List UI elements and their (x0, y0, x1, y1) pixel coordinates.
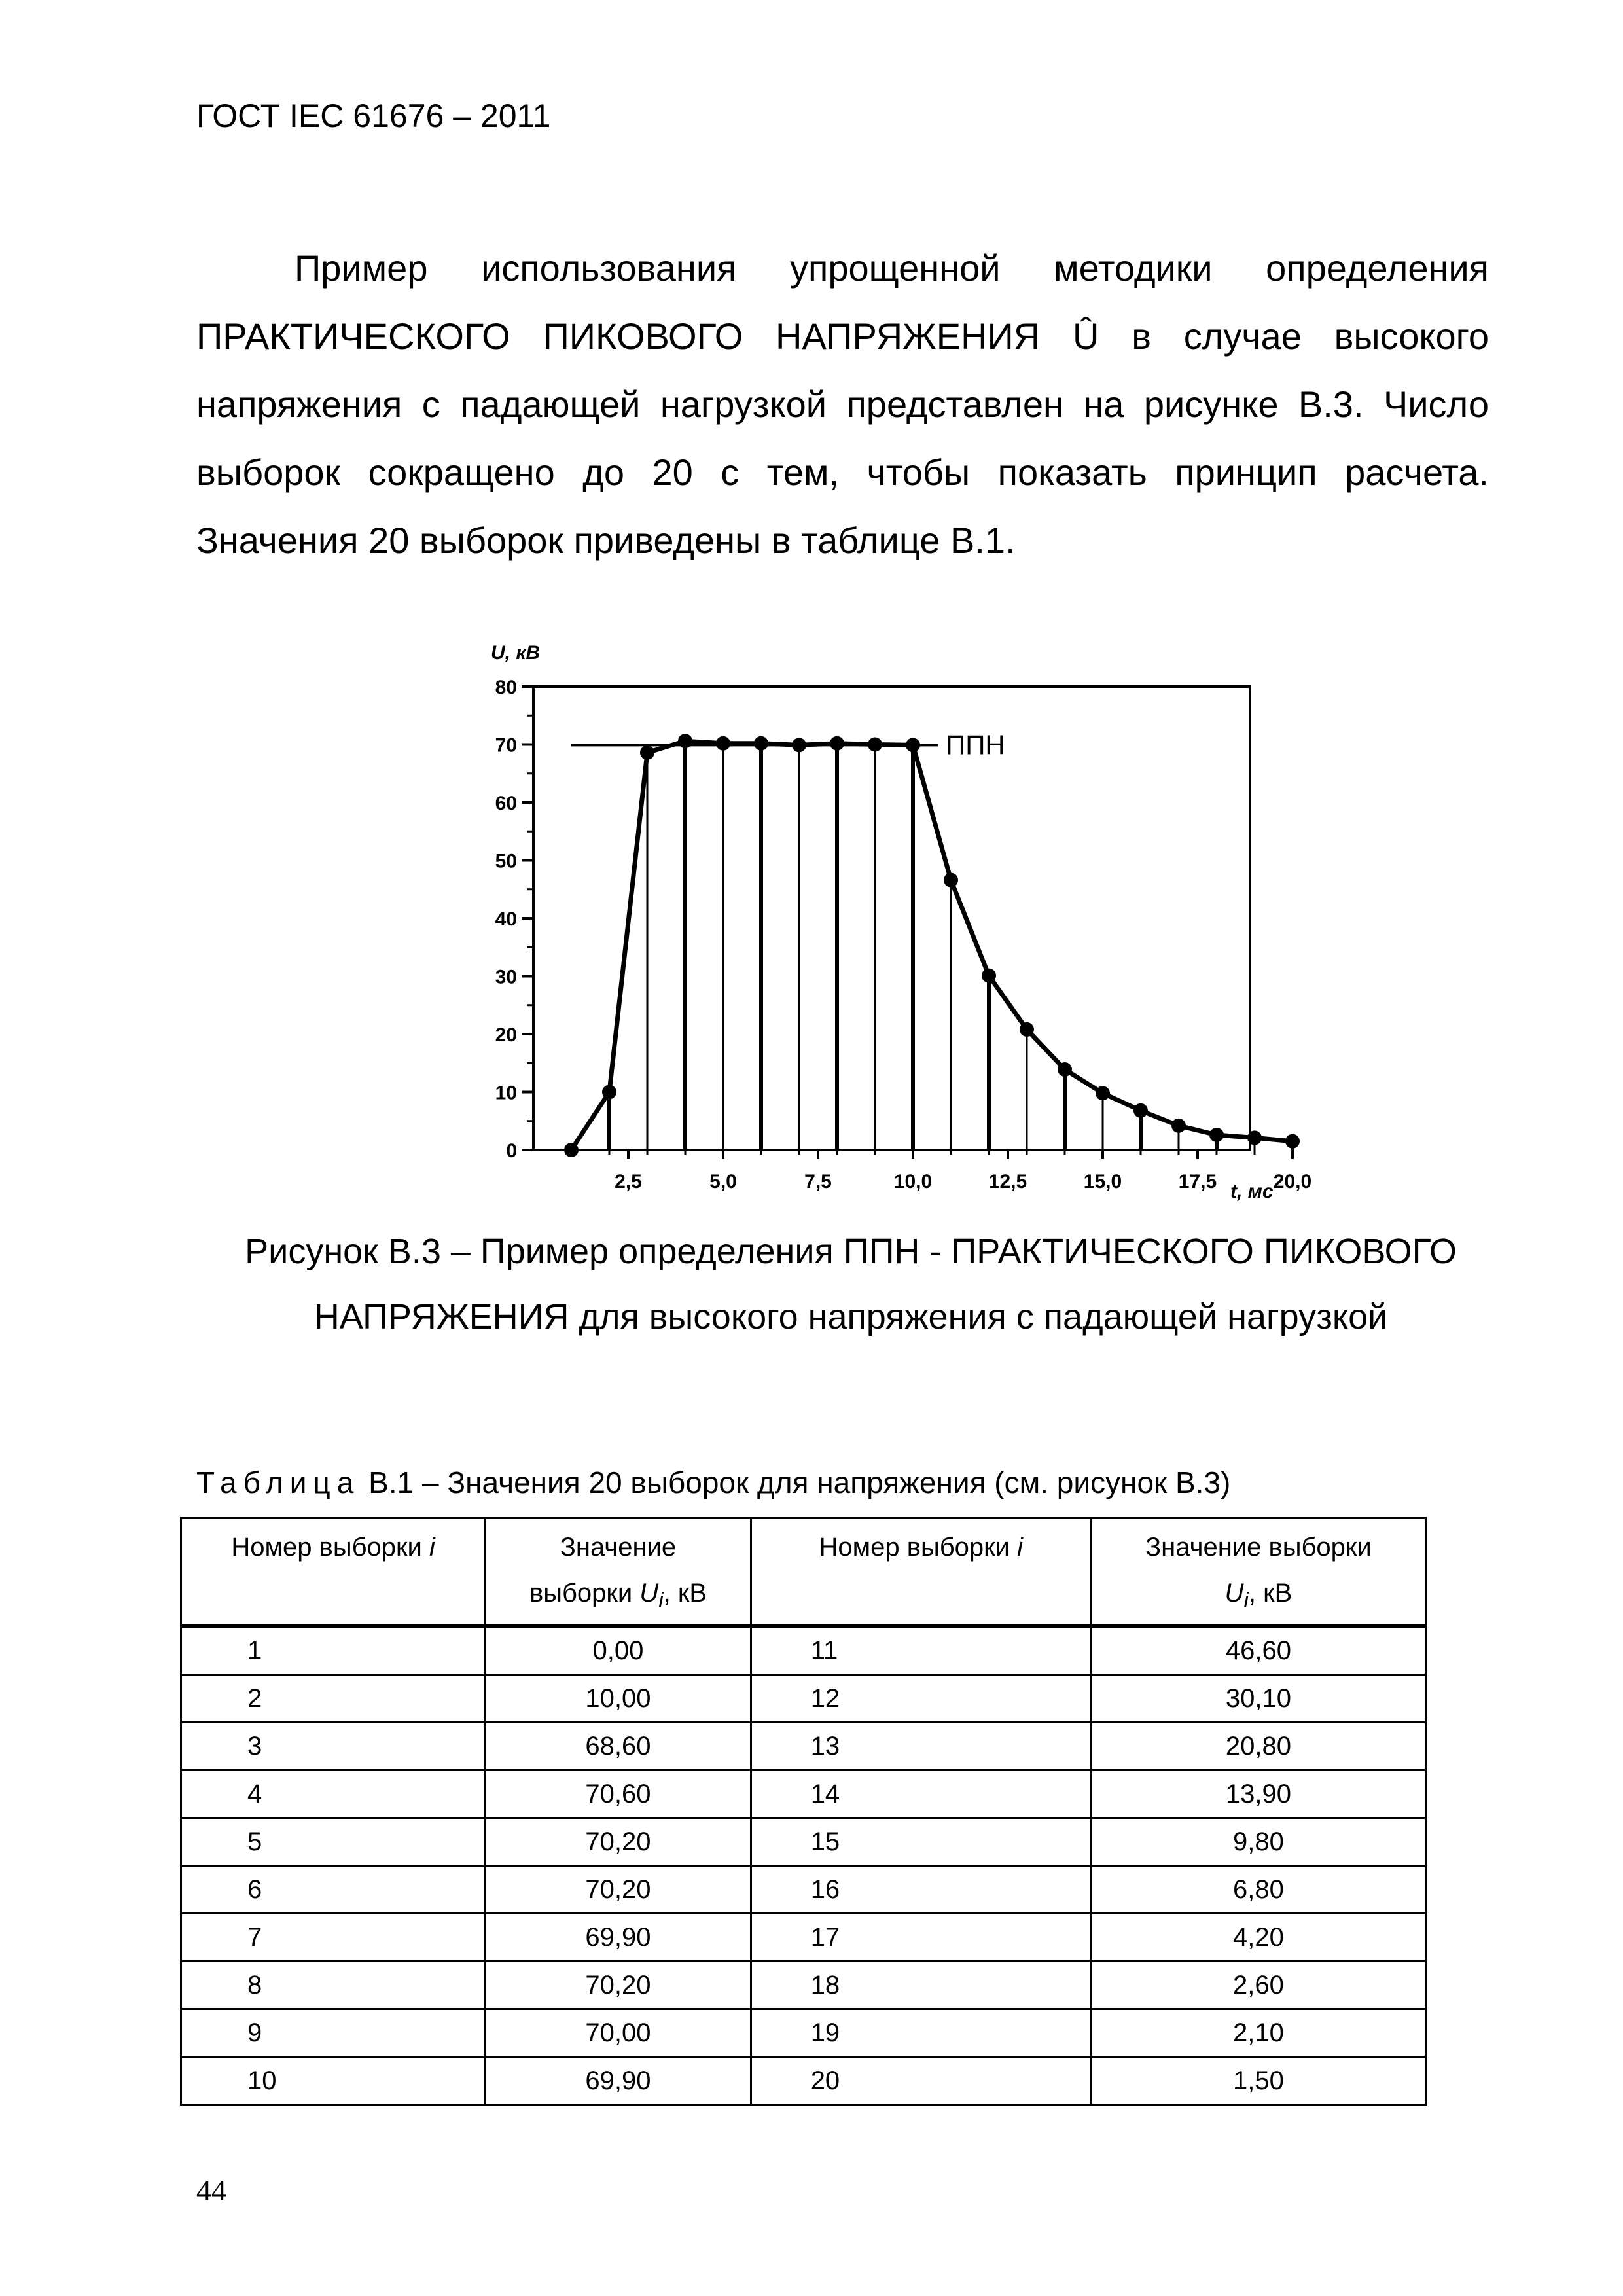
sample-number-cell: 10 (181, 2057, 486, 2105)
header-sample-number-2: Номер выборки i (751, 1518, 1091, 1626)
header-sample-number-1: Номер выборки i (181, 1518, 486, 1626)
table-header-row (181, 1518, 1426, 1626)
table-row (181, 1866, 1426, 1914)
intro-text: Пример использования упрощенной методики определения ПРАКТИЧЕСКОГО ПИКОВОГО НАПРЯЖЕНИЯ Û в случае высокого напряжения с падающей нагрузкой представлен на рисунке В.3. Число выборок сокращено до 20 с тем, чтобы показать принцип расчета. Значения 20 выборок приведены в таблице В.1. (196, 247, 1489, 561)
sample-number-cell: 7 (181, 1914, 486, 1962)
y-tick-label: 60 (495, 793, 517, 814)
sample-value-cell: 10,00 (486, 1675, 751, 1723)
sample-point (1133, 1103, 1148, 1118)
table-row (181, 1962, 1426, 2009)
sample-value-cell: 9,80 (1091, 1818, 1425, 1866)
header-sample-value-2: Значение выборки $U_i$, кВ (1091, 1518, 1425, 1626)
table-caption (196, 1465, 1230, 1500)
y-tick-label: 30 (495, 966, 517, 988)
x-axis-label: t, мс (1230, 1181, 1274, 1202)
y-tick-label: 10 (495, 1082, 517, 1104)
sample-point (1020, 1022, 1034, 1037)
sample-value-cell: 70,20 (486, 1818, 751, 1866)
header-sample-value-1: Значение выборки $U_i$, кВ (486, 1518, 751, 1626)
x-tick-label: 15,0 (1083, 1171, 1122, 1193)
sample-point (640, 745, 654, 760)
sample-value-cell: 68,60 (486, 1723, 751, 1770)
table-row (181, 1914, 1426, 1962)
sample-number-cell: 15 (751, 1818, 1091, 1866)
sample-number-cell: 14 (751, 1770, 1091, 1818)
sample-point (754, 736, 768, 751)
sample-point (716, 736, 730, 751)
plot-frame (533, 687, 1250, 1150)
sample-point (564, 1143, 579, 1157)
sample-number-cell: 5 (181, 1818, 486, 1866)
figure-caption: Рисунок В.3 – Пример определения ППН - ПРАКТИЧЕСКОГО ПИКОВОГО НАПРЯЖЕНИЯ для высокого напряжения с падающей нагрузкой (245, 1232, 1457, 1336)
sample-value-cell: 46,60 (1091, 1626, 1425, 1675)
x-tick-label: 2,5 (615, 1171, 642, 1193)
table-row (181, 1818, 1426, 1866)
sample-number-cell: 12 (751, 1675, 1091, 1723)
sample-number-cell: 13 (751, 1723, 1091, 1770)
sample-point (830, 736, 844, 751)
sample-value-cell: 4,20 (1091, 1914, 1425, 1962)
sample-value-cell: 69,90 (486, 1914, 751, 1962)
sample-number-cell: 6 (181, 1866, 486, 1914)
sample-value-cell: 2,60 (1091, 1962, 1425, 2009)
sample-point (1096, 1086, 1110, 1100)
sample-number-cell: 2 (181, 1675, 486, 1723)
sample-value-cell: 69,90 (486, 2057, 751, 2105)
sample-value-cell: 2,10 (1091, 2009, 1425, 2057)
y-tick-label: 80 (495, 677, 517, 698)
table-row (181, 2009, 1426, 2057)
y-tick-label: 20 (495, 1024, 517, 1046)
sample-value-cell: 70,60 (486, 1770, 751, 1818)
sample-point (1285, 1134, 1300, 1149)
document-header: ГОСТ IEC 61676 – 2011 (196, 98, 551, 134)
sample-point (1058, 1062, 1072, 1077)
sample-number-cell: 8 (181, 1962, 486, 2009)
y-tick-label: 40 (495, 908, 517, 930)
sample-value-cell: 70,00 (486, 2009, 751, 2057)
x-tick-label: 7,5 (804, 1171, 832, 1193)
table-caption-text: В.1 – Значения 20 выборок для напряжения (см. рисунок В.3) (360, 1465, 1231, 1499)
sample-number-cell: 20 (751, 2057, 1091, 2105)
table-row (181, 2057, 1426, 2105)
sample-point (944, 873, 958, 888)
y-axis-label: U, кВ (491, 642, 541, 664)
sample-value-cell: 30,10 (1091, 1675, 1425, 1723)
ppn-label: ППН (946, 729, 1005, 761)
sample-value-cell: 0,00 (486, 1626, 751, 1675)
sample-number-cell: 11 (751, 1626, 1091, 1675)
page-number: 44 (196, 2174, 226, 2207)
table-row (181, 1770, 1426, 1818)
sample-number-cell: 17 (751, 1914, 1091, 1962)
sample-value-cell: 70,20 (486, 1962, 751, 2009)
sample-point (1247, 1130, 1262, 1145)
y-tick-label: 0 (506, 1140, 517, 1162)
sample-number-cell: 1 (181, 1626, 486, 1675)
sample-value-cell: 6,80 (1091, 1866, 1425, 1914)
sample-point (602, 1085, 616, 1100)
sample-number-cell: 16 (751, 1866, 1091, 1914)
sample-point (1209, 1128, 1224, 1142)
sample-number-cell: 9 (181, 2009, 486, 2057)
y-tick-label: 70 (495, 734, 517, 757)
sample-point (1171, 1119, 1186, 1133)
y-tick-label: 50 (495, 850, 517, 872)
x-tick-label: 12,5 (988, 1171, 1027, 1193)
sample-number-cell: 19 (751, 2009, 1091, 2057)
samples-table (180, 1517, 1427, 2106)
sample-number-cell: 4 (181, 1770, 486, 1818)
table-row (181, 1675, 1426, 1723)
x-tick-label: 5,0 (709, 1171, 737, 1193)
sample-point (982, 969, 996, 983)
sample-number-cell: 3 (181, 1723, 486, 1770)
sample-value-cell: 1,50 (1091, 2057, 1425, 2105)
x-tick-label: 10,0 (893, 1171, 933, 1193)
x-tick-label: 20,0 (1273, 1171, 1312, 1193)
sample-value-cell: 13,90 (1091, 1770, 1425, 1818)
sample-value-cell: 20,80 (1091, 1723, 1425, 1770)
table-row (181, 1723, 1426, 1770)
sample-number-cell: 18 (751, 1962, 1091, 2009)
voltage-series-line (571, 741, 1293, 1150)
sample-value-cell: 70,20 (486, 1866, 751, 1914)
table-row (181, 1626, 1426, 1675)
table-caption-prefix: Таблица (196, 1465, 361, 1499)
x-tick-label: 17,5 (1178, 1171, 1217, 1193)
